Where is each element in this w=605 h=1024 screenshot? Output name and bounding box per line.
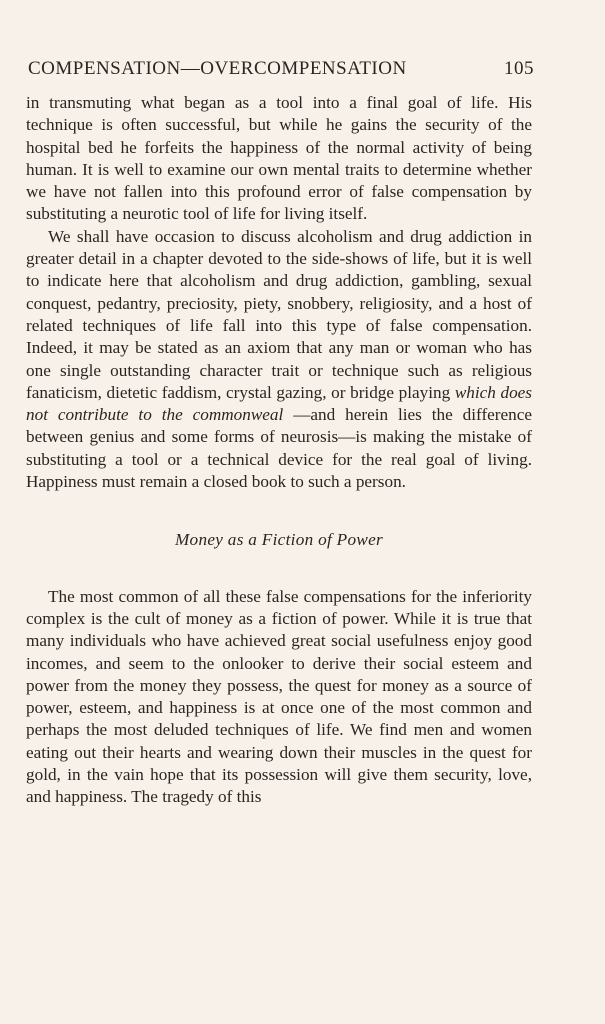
page-number: 105 (504, 58, 534, 79)
paragraph-money: The most common of all these false compensations for the inferiority complex is the cult of money as a fiction of power. While it is true that many individuals who have achieved great social usefulness enjoy good incomes, and seem to the onlooker to derive their social esteem and power from the money they possess, the quest for money as a source of power, esteem, and happiness is at once one of the most common and perhaps the most deluded techniques of life. We find men and women eating out their hearts and wearing down their muscles in the quest for gold, in the vain hope that its possession will give them security, love, and happiness. The tragedy of this (26, 586, 532, 807)
paragraph-continued: in transmuting what began as a tool into a final goal of life. His technique is often successful, but while he gains the security of the hospital bed he forfeits the happiness of the normal activity of being human. It is well to examine our own mental traits to determine whether we have not fallen into this profound error of false compensation by substituting a neurotic tool of life for living itself. (26, 93, 532, 224)
running-title: COMPENSATION—OVERCOMPENSATION (28, 58, 407, 79)
paragraph-side-shows (26, 226, 532, 494)
paragraph-text-continued: —and herein lies the difference between genius and some forms of neurosis—is making the mistake of substituting a tool or a technical device for the real goal of living. Happiness must remain a closed book to such a person. (26, 405, 532, 492)
section-heading: Money as a Fiction of Power (174, 530, 384, 550)
running-head (28, 58, 534, 80)
emphasis-text: which does not contribute to the commonweal (26, 382, 532, 425)
paragraph-text: We shall have occasion to discuss alcoholism and drug addiction in greater detail in a chapter devoted to the side-shows of life, but it is well to indicate here that alcoholism and drug addiction, gambling, sexual conquest, pedantry, preciosity, piety, snobbery, religiosity, and a host of related techniques of life fall into this type of false compensation. Indeed, it may be stated as an axiom that any man or woman who has one single outstanding character trait or technique such as religious fanaticism, dietetic faddism, crystal gazing, or bridge playing (26, 226, 532, 402)
text-block (26, 92, 532, 809)
